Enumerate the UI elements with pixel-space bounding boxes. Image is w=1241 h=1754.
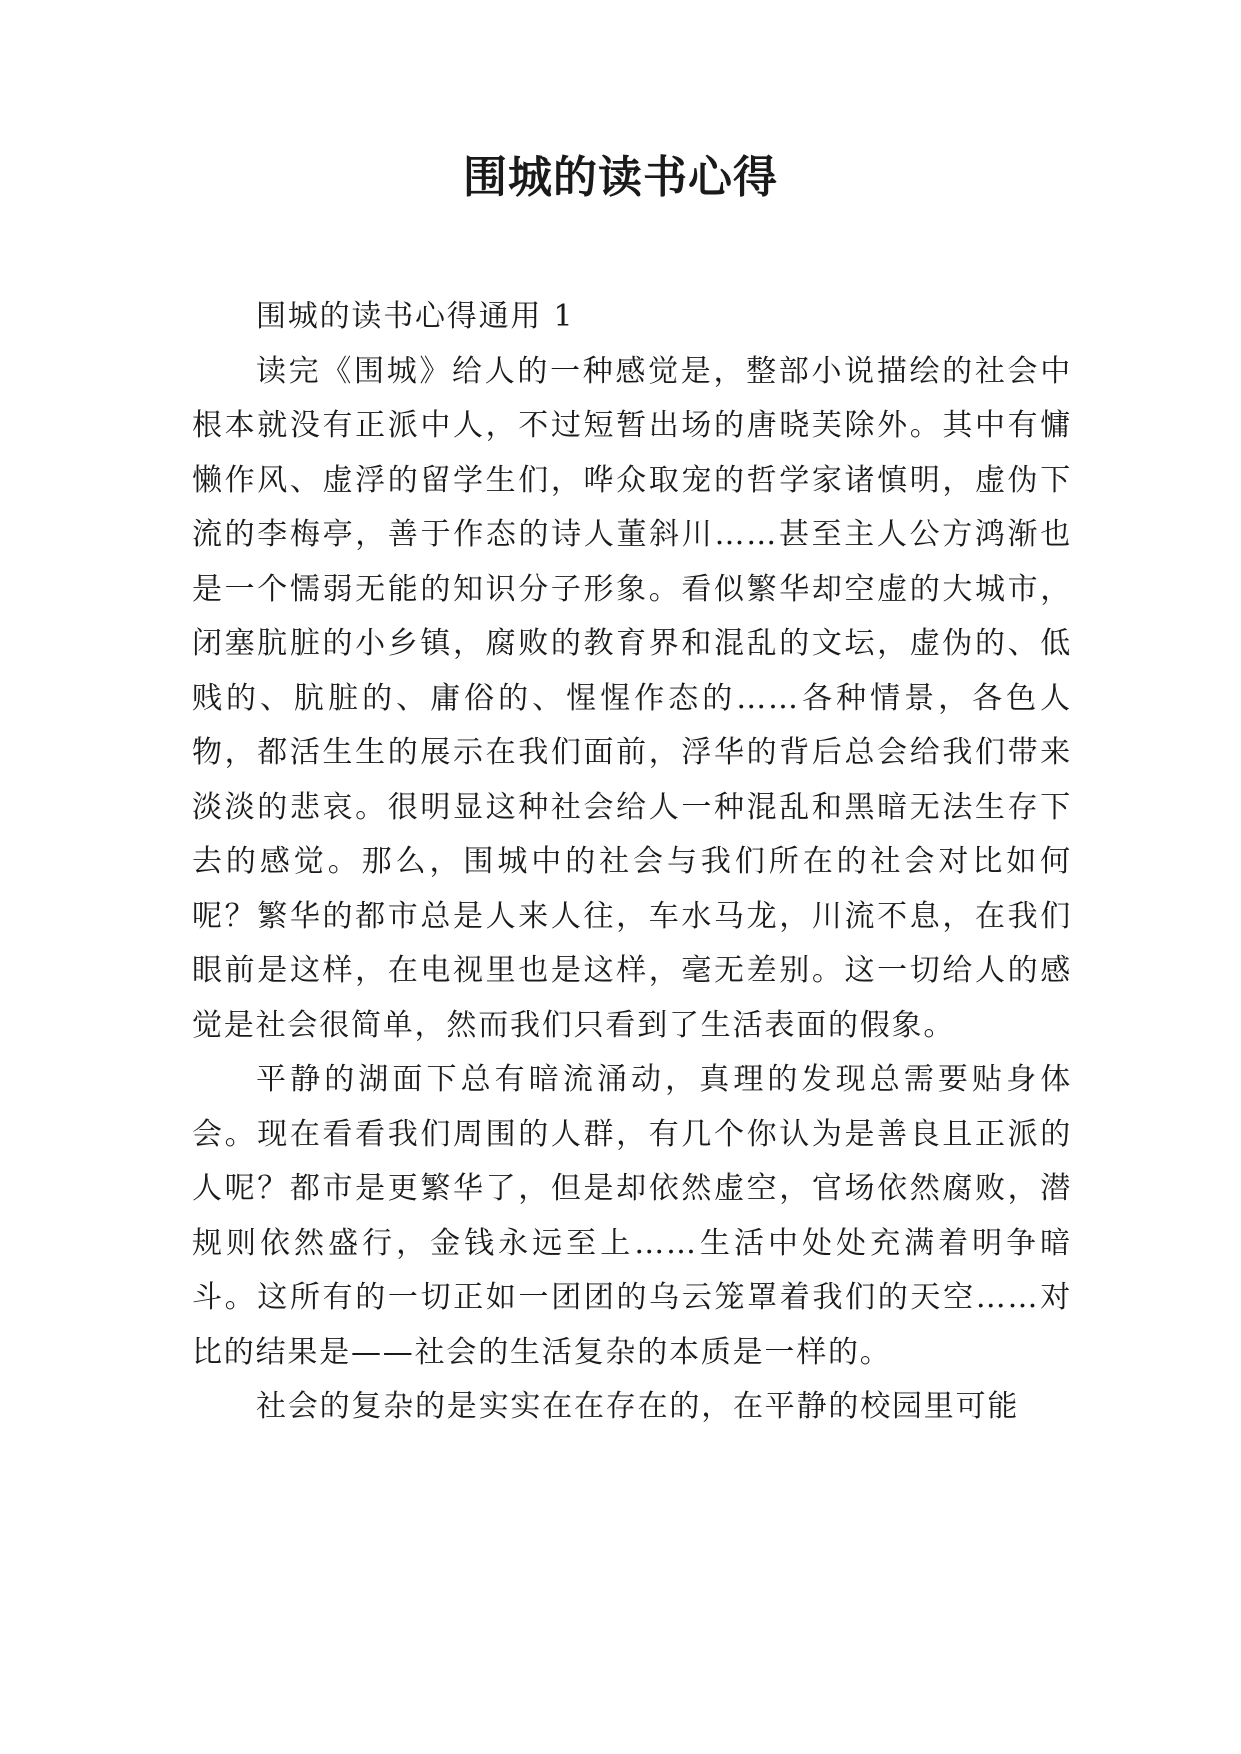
paragraph-1: 读完《围城》给人的一种感觉是，整部小说描绘的社会中根本就没有正派中人，不过短暂出场的唐晓芙除外。其中有慵懒作风、虚浮的留学生们，哗众取宠的哲学家诸慎明，虚伪下流的李梅亭，善于作态的诗人董斜川……甚至主人公方鸿渐也是一个懦弱无能的知识分子形象。看似繁华却空虚的大城市，闭塞肮脏的小乡镇，腐败的教育界和混乱的文坛，虚伪的、低贱的、肮脏的、庸俗的、惺惺作态的……各种情景，各色人物，都活生生的展示在我们面前，浮华的背后总会给我们带来淡淡的悲哀。很明显这种社会给人一种混乱和黑暗无法生存下去的感觉。那么，围城中的社会与我们所在的社会对比如何呢？繁华的都市总是人来人往，车水马龙，川流不息，在我们眼前是这样，在电视里也是这样，毫无差别。这一切给人的感觉是社会很简单，然而我们只看到了生活表面的假象。 bbox=[192, 353, 1072, 1043]
paragraph-2: 平静的湖面下总有暗流涌动，真理的发现总需要贴身体会。现在看看我们周围的人群，有几个你认为是善良且正派的人呢？都市是更繁华了，但是却依然虚空，官场依然腐败，潜规则依然盛行，金钱永远至上……生活中处处充满着明争暗斗。这所有的一切正如一团团的乌云笼罩着我们的天空……对比的结果是——社会的生活复杂的本质是一样的。 bbox=[192, 1062, 1072, 1370]
document-body bbox=[192, 290, 1072, 1435]
section-heading: 围城的读书心得通用 1 bbox=[256, 299, 575, 334]
document-title: 围城的读书心得 bbox=[463, 152, 778, 203]
paragraph-3: 社会的复杂的是实实在在存在的，在平静的校园里可能 bbox=[256, 1389, 1020, 1424]
